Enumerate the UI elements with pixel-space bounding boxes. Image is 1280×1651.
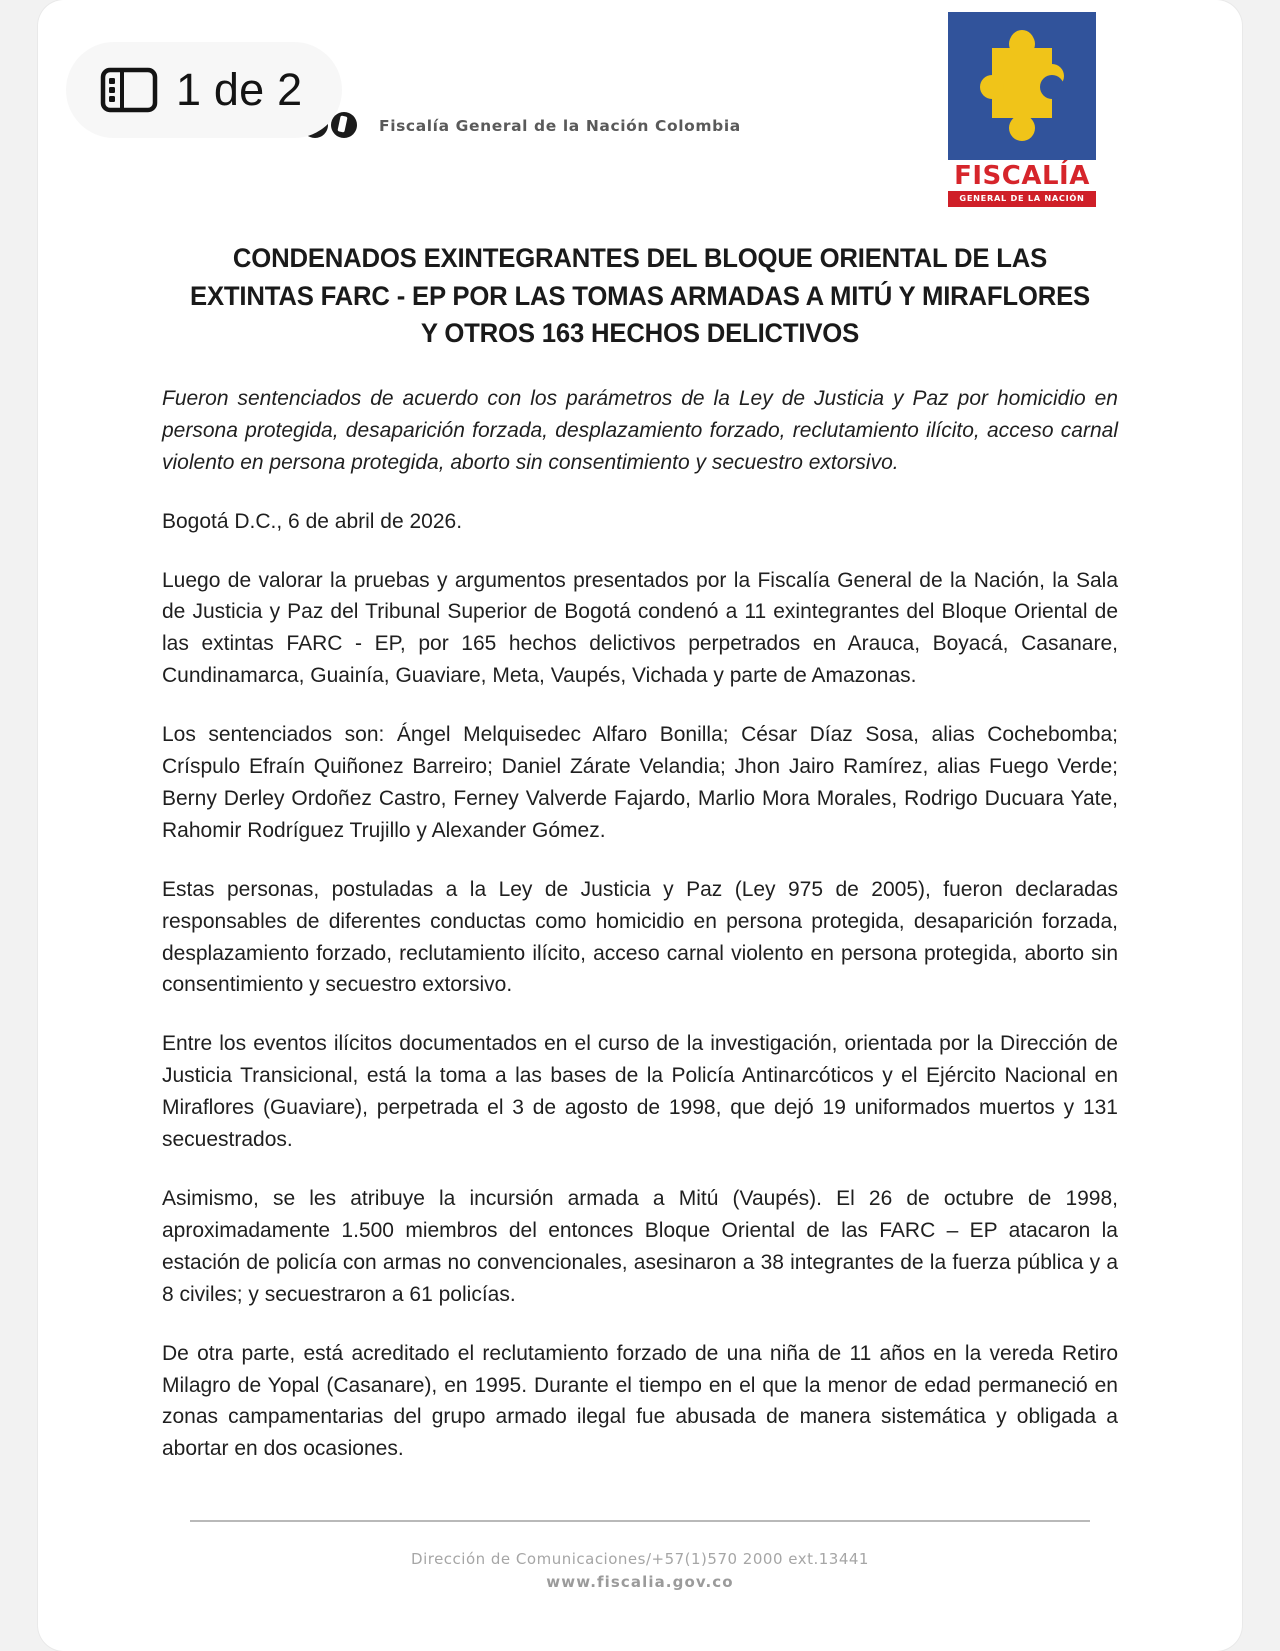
body-paragraph: Los sentenciados son: Ángel Melquisedec Alfaro Bonilla; César Díaz Sosa, alias Cochebomba; Críspulo Efraín Quiñonez Barreiro; Daniel Zárate Velandia; Jhon Jairo Ramírez, alias Fuego Verde; Berny Derley Ordoñez Castro, Ferney Valverde Fajardo, Marlio Mora Morales, Rodrigo Ducuara Yate, Rahomir Rodríguez Trujillo y Alexander Gómez.: [162, 723, 1118, 842]
body-paragraph: Luego de valorar la pruebas y argumentos presentados por la Fiscalía General de la Nación, la Sala de Justicia y Paz del Tribunal Superior de Bogotá condenó a 11 exintegrantes del Bloque Oriental de las extintas FARC - EP, por 165 hechos delictivos perpetrados en Arauca, Boyacá, Casanare, Cundinamarca, Guainía, Guaviare, Meta, Vaupés, Vichada y parte de Amazonas.: [162, 568, 1118, 688]
body-paragraph: De otra parte, está acreditado el reclutamiento forzado de una niña de 11 años en la vereda Retiro Milagro de Yopal (Casanare), en 1995. Durante el tiempo en el que la menor de edad permaneció en zonas campamentarias del grupo armado ilegal fue abusada de manera sistemática y obligada a abortar en dos ocasiones.: [162, 1341, 1118, 1461]
body-paragraph: Asimismo, se les atribuye la incursión armada a Mitú (Vaupés). El 26 de octubre de 1998, aproximadamente 1.500 miembros del entonces Bloque Oriental de las FARC – EP atacaron la estación de policía con armas no convencionales, asesinaron a 38 integrantes de la fuerza pública y a 8 civiles; y secuestraron a 61 policías.: [162, 1187, 1118, 1306]
page-indicator-label: 1 de 2: [176, 64, 303, 115]
document-page: [38, 0, 1242, 1651]
page-indicator-badge[interactable]: [66, 42, 342, 138]
page-title: CONDENADOS EXINTEGRANTES DEL BLOQUE ORIENTAL DE LAS EXTINTAS FARC - EP POR LAS TOMAS ARMADAS A MITÚ Y MIRAFLORES Y OTROS 163 HECHOS DELICTIVOS: [189, 243, 1090, 349]
panel-left-icon: [100, 67, 158, 113]
emblem-subtitle: GENERAL DE LA NACIÓN: [948, 191, 1096, 206]
document-footer: [162, 1520, 1118, 1593]
dateline: Bogotá D.C., 6 de abril de 2026.: [162, 509, 463, 533]
footer-divider: [190, 1520, 1090, 1522]
wordmark-dot: [331, 112, 357, 138]
lead-paragraph: Fueron sentenciados de acuerdo con los parámetros de la Ley de Justicia y Paz por homicidio en persona protegida, desaparición forzada, desplazamiento forzado, reclutamiento ilícito, acceso carnal violento en persona protegida, aborto sin consentimiento y secuestro extorsivo.: [162, 386, 1118, 474]
body-paragraph: Estas personas, postuladas a la Ley de Justicia y Paz (Ley 975 de 2005), fueron declaradas responsables de diferentes conductas como homicidio en persona protegida, desaparición forzada, desplazamiento forzado, reclutamiento ilícito, acceso carnal violento en persona protegida, aborto sin consentimiento y secuestro extorsivo.: [162, 877, 1118, 997]
puzzle-piece-icon: [948, 12, 1096, 160]
fiscalia-emblem: [948, 12, 1096, 207]
brand-tagline: Fiscalía General de la Nación Colombia: [379, 117, 741, 135]
body-paragraph: Entre los eventos ilícitos documentados en el curso de la investigación, orientada por la Dirección de Justicia Transicional, está la toma a las bases de la Policía Antinarcóticos y el Ejército Nacional en Miraflores (Guaviare), perpetrada el 3 de agosto de 1998, que dejó 19 uniformados muertos y 131 secuestrados.: [162, 1032, 1118, 1152]
emblem-name: FISCALÍA: [954, 161, 1090, 191]
footer-website[interactable]: www.fiscalia.gov.co: [546, 1572, 734, 1591]
footer-contact: Dirección de Comunicaciones/+57(1)570 2000 ext.13441: [411, 1550, 869, 1568]
